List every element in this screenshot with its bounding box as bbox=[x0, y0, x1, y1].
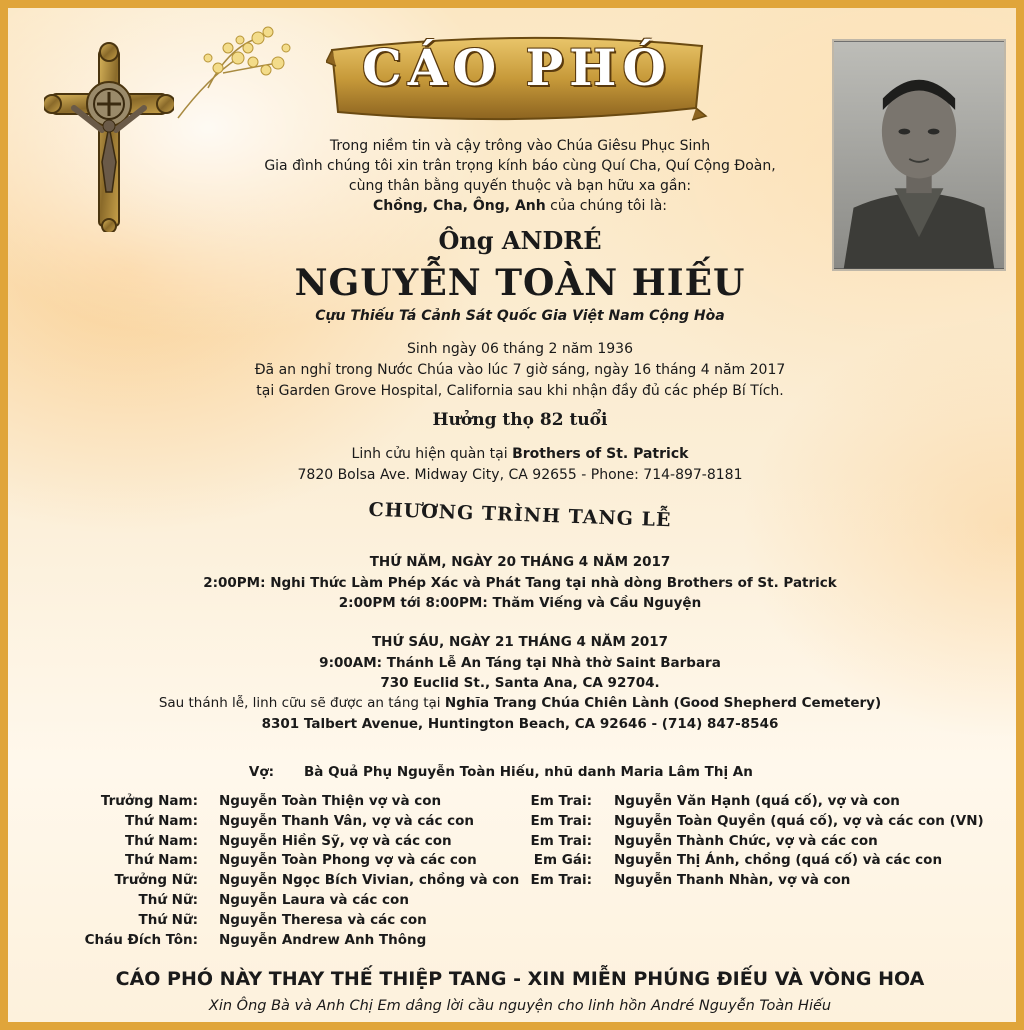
intro-line-4-suffix: của chúng tôi là: bbox=[545, 198, 668, 214]
intro-line-4 bbox=[8, 196, 1024, 216]
family-member-label: Trưởng Nam: bbox=[100, 793, 198, 809]
family-member-name: Nguyễn Laura và các con bbox=[219, 892, 409, 908]
sibling-name: Nguyễn Thị Ánh, chồng (quá cố) và các con bbox=[614, 852, 943, 869]
day2-item-3 bbox=[8, 693, 1024, 713]
viewing-place: Brothers of St. Patrick bbox=[512, 446, 689, 462]
deceased-rank: Cựu Thiếu Tá Cảnh Sát Quốc Gia Việt Nam Cộng Hòa bbox=[315, 308, 725, 324]
sibling-label: Em Trai: bbox=[530, 793, 592, 809]
sibling-name: Nguyễn Toàn Quyền (quá cố), vợ và các con (VN) bbox=[614, 812, 984, 829]
family-member-label: Thứ Nam: bbox=[124, 812, 198, 829]
day2-item-3-prefix: Sau thánh lễ, linh cữu sẽ được an táng tại bbox=[158, 695, 445, 711]
sibling-label: Em Trai: bbox=[530, 812, 592, 829]
day1-date: THỨ NĂM, NGÀY 20 THÁNG 4 NĂM 2017 bbox=[369, 554, 671, 570]
family-member-name: Nguyễn Theresa và các con bbox=[219, 911, 427, 928]
relations-text: Chồng, Cha, Ông, Anh bbox=[372, 198, 546, 214]
intro-line-3: cùng thân bằng quyến thuộc và bạn hữu xa gần: bbox=[348, 178, 692, 194]
viewing-address: 7820 Bolsa Ave. Midway City, CA 92655 - Phone: 714-897-8181 bbox=[297, 467, 743, 483]
family-member-name: Nguyễn Hiền Sỹ, vợ và các con bbox=[219, 832, 452, 849]
footer-notice: CÁO PHÓ NÀY THAY THẾ THIỆP TANG - XIN MIỄN PHÚNG ĐIẾU VÀ VÒNG HOA bbox=[115, 968, 925, 990]
viewing-prefix: Linh cửu hiện quàn tại bbox=[351, 446, 513, 462]
program-title: CHƯƠNG TRÌNH TANG LỄ bbox=[368, 498, 672, 532]
family-member-name: Nguyễn Ngọc Bích Vivian, chồng và con bbox=[219, 872, 520, 889]
family-member-label: Trưởng Nữ: bbox=[114, 872, 198, 889]
birth-date: Sinh ngày 06 tháng 2 năm 1936 bbox=[407, 341, 633, 357]
page-title: CÁO PHÓ bbox=[362, 38, 672, 97]
sibling-name: Nguyễn Thanh Nhàn, vợ và con bbox=[614, 872, 851, 889]
viewing-line bbox=[8, 445, 1024, 464]
deceased-name: NGUYỄN TOÀN HIẾU bbox=[294, 262, 746, 304]
sibling-name: Nguyễn Thành Chức, vợ và các con bbox=[614, 832, 878, 849]
intro-line-2: Gia đình chúng tôi xin trân trọng kính báo cùng Quí Cha, Quí Cộng Đoàn, bbox=[264, 158, 776, 174]
day2-item-1: 9:00AM: Thánh Lễ An Táng tại Nhà thờ Saint Barbara bbox=[319, 655, 721, 671]
spouse-name: Bà Quả Phụ Nguyễn Toàn Hiếu, nhũ danh Maria Lâm Thị An bbox=[304, 764, 753, 780]
family-member-name: Nguyễn Andrew Anh Thông bbox=[219, 931, 427, 948]
death-info-2: tại Garden Grove Hospital, California sau khi nhận đầy đủ các phép Bí Tích. bbox=[256, 383, 784, 399]
day2-date: THỨ SÁU, NGÀY 21 THÁNG 4 NĂM 2017 bbox=[371, 634, 669, 650]
footer-prayer: Xin Ông Bà và Anh Chị Em dâng lời cầu nguyện cho linh hồn André Nguyễn Toàn Hiếu bbox=[208, 998, 832, 1014]
sibling-label: Em Trai: bbox=[530, 872, 592, 889]
sibling-label: Em Trai: bbox=[530, 832, 592, 849]
family-member-label: Thứ Nam: bbox=[124, 852, 198, 869]
family-member-label: Cháu Đích Tôn: bbox=[84, 931, 198, 948]
day2-item-4: 8301 Talbert Avenue, Huntington Beach, CA 92646 - (714) 847-8546 bbox=[261, 716, 779, 732]
day1-item-1: 2:00PM: Nghi Thức Làm Phép Xác và Phát Tang tại nhà dòng Brothers of St. Patrick bbox=[203, 575, 837, 591]
family-member-label: Thứ Nữ: bbox=[138, 892, 198, 908]
day1-item-2: 2:00PM tới 8:00PM: Thăm Viếng và Cầu Nguyện bbox=[338, 595, 702, 611]
sibling-label: Em Gái: bbox=[533, 852, 592, 869]
family-member-name: Nguyễn Toàn Phong vợ và các con bbox=[219, 852, 477, 869]
death-info-1: Đã an nghỉ trong Nước Chúa vào lúc 7 giờ sáng, ngày 16 tháng 4 năm 2017 bbox=[254, 362, 786, 378]
age-text: Hưởng thọ 82 tuổi bbox=[432, 410, 608, 430]
family-member-label: Thứ Nam: bbox=[124, 832, 198, 849]
sibling-name: Nguyễn Văn Hạnh (quá cố), vợ và con bbox=[614, 793, 900, 809]
flower-decoration-icon bbox=[168, 18, 298, 128]
family-member-name: Nguyễn Toàn Thiện vợ và con bbox=[219, 793, 442, 809]
day2-item-2: 730 Euclid St., Santa Ana, CA 92704. bbox=[380, 675, 660, 691]
cemetery-name: Nghĩa Trang Chúa Chiên Lành (Good Shepherd Cemetery) bbox=[444, 695, 882, 711]
family-member-name: Nguyễn Thanh Vân, vợ và các con bbox=[219, 812, 475, 829]
family-member-label: Thứ Nữ: bbox=[138, 911, 198, 928]
intro-line-1: Trong niềm tin và cậy trông vào Chúa Giêsu Phục Sinh bbox=[329, 138, 711, 154]
deceased-prefix: Ông ANDRÉ bbox=[438, 226, 602, 255]
spouse-label: Vợ: bbox=[248, 764, 274, 780]
